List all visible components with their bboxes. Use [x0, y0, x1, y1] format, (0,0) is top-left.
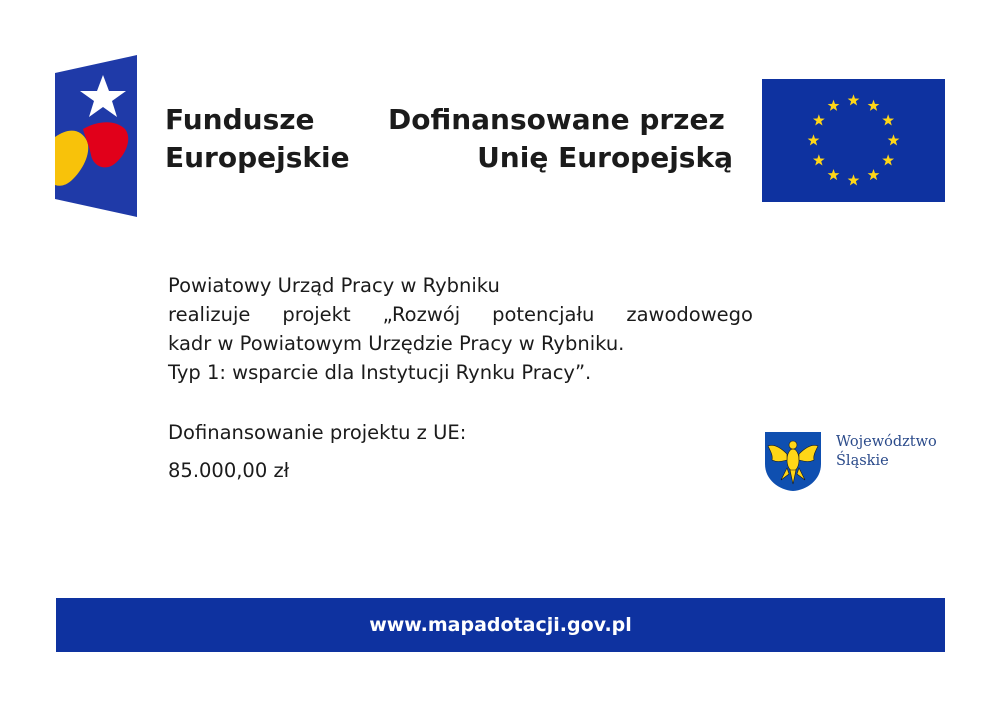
eu-line2: Unię Europejską: [477, 141, 733, 174]
footer-bar: [56, 598, 945, 652]
region-line1: Województwo: [836, 434, 937, 450]
project-line-1: Powiatowy Urząd Pracy w Rybniku: [168, 274, 500, 297]
fundusze-europejskie-text: [165, 101, 350, 177]
fe-line1: Fundusze: [165, 103, 315, 136]
eu-flag-icon: [762, 79, 945, 202]
region-name: [836, 433, 937, 471]
eu-cofinanced-text: [388, 101, 733, 177]
project-line-3: kadr w Powiatowym Urzędzie Pracy w Rybniku.: [168, 332, 625, 355]
funding-info: [168, 414, 466, 490]
footer-url-link[interactable]: www.mapadotacji.gov.pl: [369, 614, 632, 636]
funding-label: Dofinansowanie projektu z UE:: [168, 421, 467, 444]
region-line2: Śląskie: [836, 453, 889, 469]
project-line-2: realizuje projekt „Rozwój potencjału zawodowego: [168, 303, 753, 326]
fe-line2: Europejskie: [165, 141, 350, 174]
funding-amount: 85.000,00 zł: [168, 459, 290, 482]
fundusze-europejskie-logo-icon: [55, 55, 137, 217]
eu-line1: Dofinansowane przez: [388, 103, 725, 136]
silesia-eagle-crest-icon: [763, 430, 823, 492]
project-description: [168, 271, 753, 387]
project-line-4: Typ 1: wsparcie dla Instytucji Rynku Pracy”.: [168, 361, 592, 384]
